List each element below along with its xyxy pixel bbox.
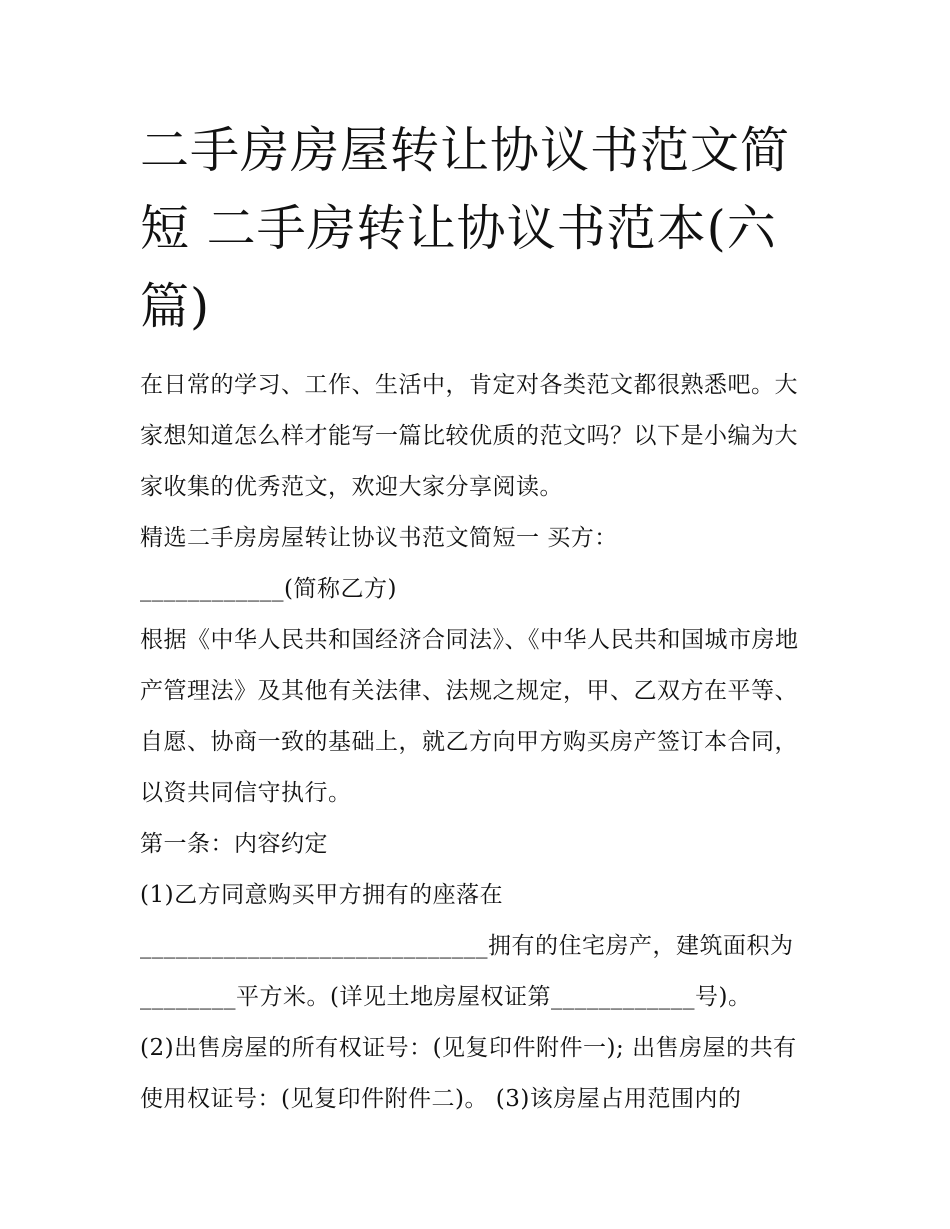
clause-2-3-paragraph: (2)出售房屋的所有权证号：(见复印件附件一); 出售房屋的共有使用权证号：(见复印件附件二)。 (3)该房屋占用范围内的 xyxy=(140,1035,797,1112)
document-page xyxy=(140,112,820,1125)
intro-paragraph: 在日常的学习、工作、生活中，肯定对各类范文都很熟悉吧。大家想知道怎么样才能写一篇比较优质的范文吗？以下是小编为大家收集的优秀范文，欢迎大家分享阅读。 xyxy=(140,372,798,500)
document-title: 二手房房屋转让协议书范文简短 二手房转让协议书范本(六篇) xyxy=(140,122,791,335)
clause-1-location-line: _____________________________拥有的住宅房产，建筑面积为 xyxy=(140,933,794,959)
buyer-blank-line: ____________(简称乙方) xyxy=(140,576,397,602)
section-heading-buyer: 精选二手房房屋转让协议书范文简短一 买方： xyxy=(140,525,618,551)
legal-basis-paragraph: 根据《中华人民共和国经济合同法》、《中华人民共和国城市房地产管理法》及其他有关法律、法规之规定，甲、乙双方在平等、自愿、协商一致的基础上，就乙方向甲方购买房产签订本合同，以资共同信守执行。 xyxy=(140,627,799,806)
clause-1-intro: (1)乙方同意购买甲方拥有的座落在 xyxy=(140,882,504,908)
article-one-heading: 第一条：内容约定 xyxy=(140,831,328,857)
clause-1-area-line: ________平方米。(详见土地房屋权证第____________号)。 xyxy=(140,984,752,1010)
